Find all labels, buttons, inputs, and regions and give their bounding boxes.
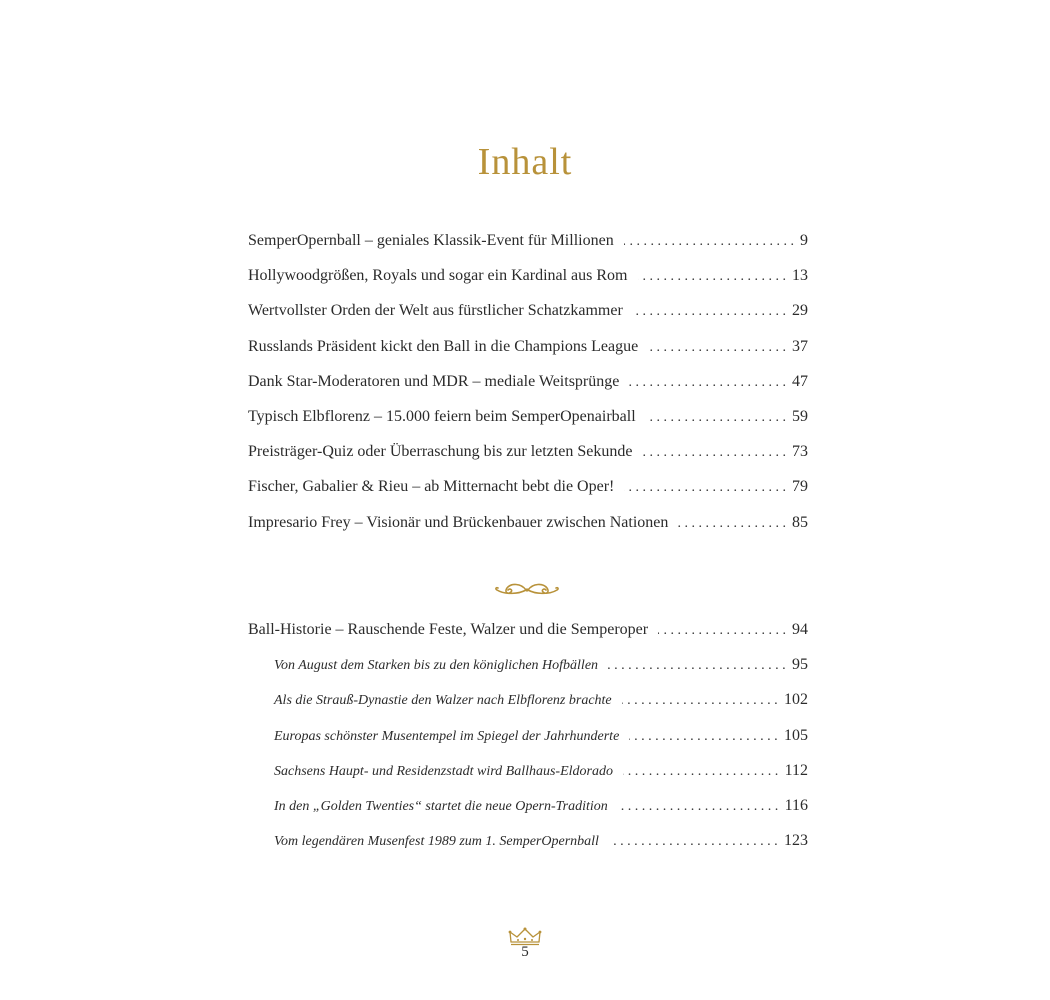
- toc-entry-title: Russlands Präsident kickt den Ball in die Champions League: [248, 337, 639, 355]
- toc-subentry[interactable]: [248, 832, 808, 867]
- toc-history-list: [248, 621, 808, 867]
- leader-dots: [629, 729, 778, 745]
- leader-dots: [633, 304, 786, 320]
- leader-dots: [629, 375, 786, 391]
- toc-entry-page: 29: [792, 302, 808, 320]
- leader-dots: [658, 623, 786, 639]
- toc-entry-title: Von August dem Starken bis zu den königlichen Hofbällen: [274, 658, 599, 674]
- toc-entry-title: Typisch Elbflorenz – 15.000 feiern beim SemperOpenairball: [248, 407, 636, 425]
- toc-entry-title: SemperOpernball – geniales Klassik-Event für Millionen: [248, 232, 614, 249]
- toc-entry-page: 9: [800, 232, 808, 249]
- toc-entry[interactable]: [248, 478, 808, 513]
- toc-entry[interactable]: [248, 443, 808, 478]
- leader-dots: [624, 480, 786, 496]
- toc-entry-page: 116: [784, 796, 808, 814]
- toc-entry-page: 105: [784, 726, 808, 744]
- toc-entry-title: Vom legendären Musenfest 1989 zum 1. SemperOpernball: [274, 834, 599, 850]
- page-number: 5: [521, 944, 529, 960]
- toc-entry-page: 79: [792, 478, 808, 496]
- toc-entry[interactable]: [248, 338, 808, 373]
- toc-subentry[interactable]: [248, 727, 808, 762]
- toc-entry-page: 47: [792, 372, 808, 390]
- leader-dots: [623, 764, 779, 780]
- toc-entry-title: Als die Strauß-Dynastie den Walzer nach Elbflorenz brachte: [274, 693, 612, 709]
- toc-entry-page: 112: [784, 761, 808, 779]
- toc-entry-page: 37: [792, 337, 808, 355]
- toc-entry[interactable]: [248, 267, 808, 302]
- toc-entry-title: Ball-Historie – Rauschende Feste, Walzer und die Semperoper: [248, 621, 649, 638]
- toc-entry-page: 85: [792, 513, 808, 531]
- toc-subentry[interactable]: [248, 762, 808, 797]
- toc-entry-title: Fischer, Gabalier & Rieu – ab Mitternacht bebt die Oper!: [248, 478, 615, 496]
- toc-entry-title: Europas schönster Musentempel im Spiegel der Jahrhunderte: [274, 728, 620, 744]
- leader-dots: [618, 799, 779, 815]
- toc-entry-page: 102: [784, 691, 808, 709]
- toc-entry-page: 13: [792, 267, 808, 285]
- leader-dots: [646, 410, 786, 426]
- leader-dots: [622, 693, 778, 709]
- toc-main-list: [248, 232, 808, 549]
- toc-entry[interactable]: [248, 514, 808, 549]
- page-title: Inhalt: [477, 141, 573, 183]
- toc-entry-title: Preisträger-Quiz oder Überraschung bis zur letzten Sekunde: [248, 443, 633, 461]
- toc-entry-page: 73: [792, 443, 808, 461]
- toc-section-heading[interactable]: [248, 621, 808, 656]
- leader-dots: [608, 658, 786, 674]
- toc-subentry[interactable]: [248, 797, 808, 832]
- toc-entry-title: In den „Golden Twenties“ startet die neue Opern-Tradition: [274, 798, 608, 814]
- toc-entry[interactable]: [248, 373, 808, 408]
- leader-dots: [624, 234, 794, 250]
- toc-entry[interactable]: [248, 232, 808, 267]
- toc-entry-page: 123: [784, 832, 808, 850]
- toc-entry-title: Sachsens Haupt- und Residenzstadt wird Ballhaus-Eldorado: [274, 763, 613, 779]
- toc-entry-page: 59: [792, 407, 808, 425]
- toc-entry-title: Dank Star-Moderatoren und MDR – mediale Weitsprünge: [248, 372, 620, 390]
- toc-entry-page: 94: [792, 621, 808, 638]
- leader-dots: [642, 445, 786, 461]
- toc-entry[interactable]: [248, 408, 808, 443]
- toc-entry-title: Impresario Frey – Visionär und Brückenbauer zwischen Nationen: [248, 513, 669, 531]
- toc-subentry[interactable]: [248, 656, 808, 691]
- leader-dots: [638, 269, 787, 285]
- toc-entry-page: 95: [792, 656, 808, 674]
- leader-dots: [678, 516, 786, 532]
- leader-dots: [609, 834, 778, 850]
- toc-entry[interactable]: [248, 302, 808, 337]
- toc-entry-title: Wertvollster Orden der Welt aus fürstlicher Schatzkammer: [248, 302, 623, 320]
- toc-subentry[interactable]: [248, 691, 808, 726]
- toc-entry-title: Hollywoodgrößen, Royals und sogar ein Kardinal aus Rom: [248, 267, 628, 285]
- leader-dots: [648, 340, 786, 356]
- flourish-ornament-icon: [493, 578, 561, 600]
